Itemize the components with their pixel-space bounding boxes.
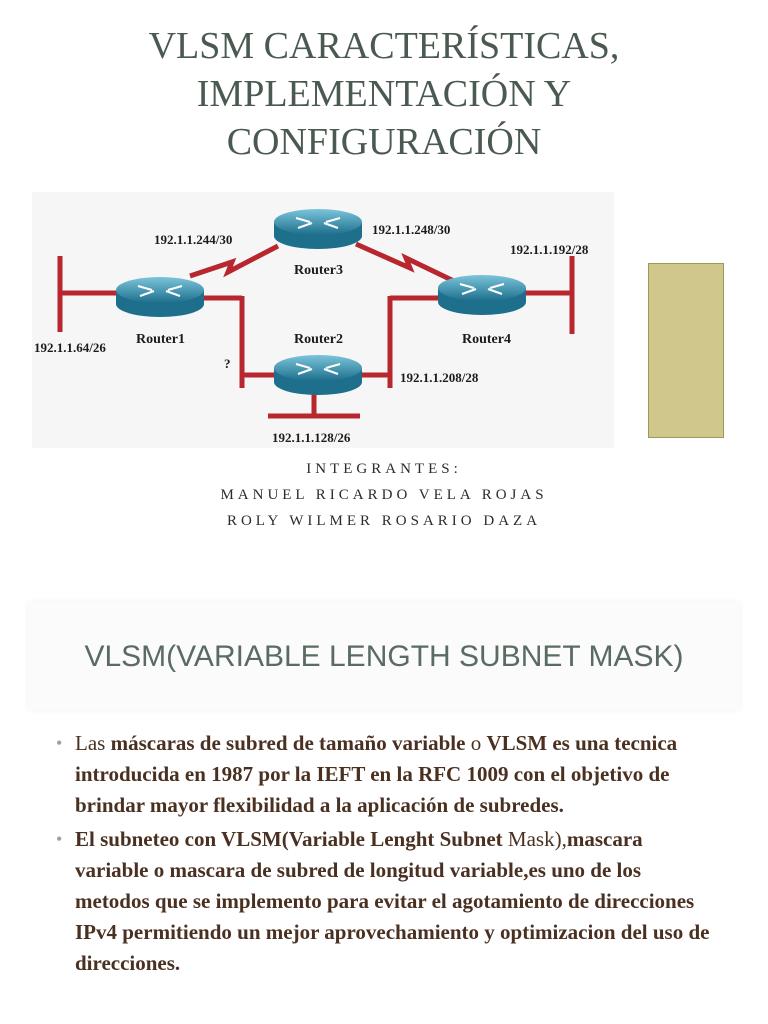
bullet-item-2 [56, 824, 716, 979]
router3-icon [274, 209, 362, 249]
slide-title [0, 22, 768, 166]
bullet-dot-icon: • [56, 733, 63, 753]
router3-label: Router3 [294, 263, 343, 278]
router4-icon [438, 275, 526, 315]
network-diagram-svg [32, 192, 614, 448]
bullet-item-1 [56, 728, 716, 821]
r1-r3-serial-link [190, 246, 278, 276]
r1-r2-link [200, 296, 276, 388]
router1-label: Router1 [136, 332, 185, 347]
bullet2-part3: mascara variable o mascara de subred de longitud variable,es uno de los metodos que se implemento para evitar el agotamiento de direcciones IPv4 permitiendo un mejor aprovechamiento y optimizacion del uso de direcciones. [75, 827, 710, 975]
label-r1-r3: 192.1.1.244/30 [154, 232, 233, 247]
router1-icon [116, 277, 204, 317]
bullet2-part2: Mask), [507, 827, 567, 851]
member-1: MANUEL RICARDO VELA ROJAS [220, 487, 548, 503]
label-r2-r4: 192.1.1.208/28 [400, 370, 479, 385]
bullet1-part2: máscaras de subred de tamaño variable [110, 731, 466, 755]
members-block [0, 456, 768, 534]
title-line-1: VLSM CARACTERÍSTICAS, [148, 25, 620, 67]
decorative-box [648, 263, 724, 438]
label-r3-r4: 192.1.1.248/30 [372, 222, 451, 237]
bullet-list [56, 728, 716, 982]
router2-label: Router2 [294, 332, 343, 347]
section-header [28, 602, 740, 710]
section-title: VLSM(VARIABLE LENGTH SUBNET MASK) [84, 640, 684, 673]
r4-lan-segment [524, 256, 572, 334]
label-r1-r2: ? [224, 356, 231, 371]
bullet1-part4: VLSM es una tecnica introducida en 1987 por la IEFT en la RFC 1009 con el objetivo de brindar mayor flexibilidad a la aplicación de subredes. [75, 731, 678, 817]
bullet2-part1: El subneteo con VLSM(Variable Lenght Subnet [75, 827, 508, 851]
router4-label: Router4 [462, 332, 511, 347]
title-line-2: IMPLEMENTACIÓN Y [196, 73, 572, 115]
r1-lan-segment [60, 256, 122, 332]
member-2: ROLY WILMER ROSARIO DAZA [226, 513, 542, 529]
title-line-3: CONFIGURACIÓN [226, 121, 542, 163]
integrantes-label: INTEGRANTES: [306, 461, 462, 477]
bullet-dot-icon: • [56, 829, 63, 849]
bullet1-part3: o [465, 731, 487, 755]
r3-r4-serial-link [356, 244, 460, 284]
network-diagram [32, 192, 614, 448]
bullet1-part1: Las [75, 731, 111, 755]
router2-icon [274, 355, 362, 395]
label-r2-lan: 192.1.1.128/26 [272, 430, 351, 445]
label-r1-lan: 192.1.1.64/26 [34, 340, 106, 355]
label-r4-lan: 192.1.1.192/28 [510, 242, 589, 257]
